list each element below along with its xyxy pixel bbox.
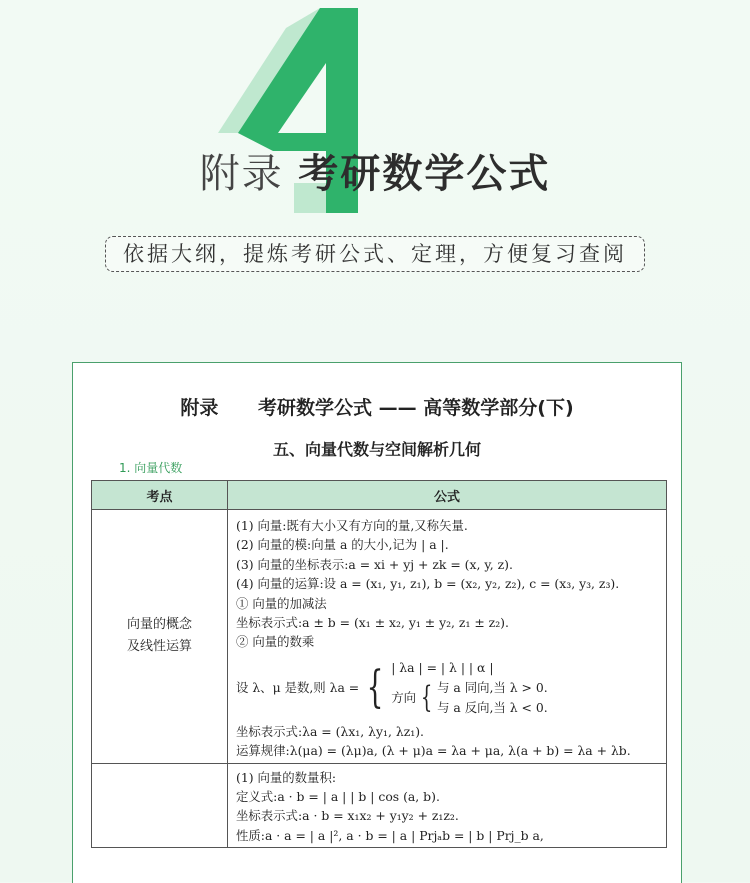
formula-cell — [228, 763, 667, 848]
formula-line: (4) 向量的运算:设 a = (x₁, y₁, z₁), b = (x₂, y₂, z₂), c = (x₃, y₃, z₃). — [236, 576, 620, 592]
subsection-heading: 1. 向量代数 — [119, 461, 183, 475]
formula-line: (1) 向量的数量积: — [236, 769, 337, 785]
cases-body — [391, 658, 548, 718]
formula-line: 坐标表示式:λa = (λx₁, λy₁, λz₁). — [236, 723, 424, 739]
formula-line: 坐标表示式:a ± b = (x₁ ± x₂, y₁ ± y₂, z₁ ± z₂). — [236, 615, 509, 631]
section-heading: 五、向量代数与空间解析几何 — [272, 440, 481, 459]
direction-cases — [437, 678, 548, 718]
direction-case — [391, 678, 548, 718]
topic-cell — [92, 510, 228, 764]
document-heading: 附录 考研数学公式 —— 高等数学部分(下) — [180, 397, 574, 419]
direction-label: 方向 — [391, 689, 416, 705]
page-title — [0, 142, 750, 199]
formula-line: 性质:a · a = | a |², a · b = | a | Prjₐb = | b | Prj_b a, — [236, 827, 544, 843]
table-row — [92, 510, 667, 764]
formula-cell — [228, 510, 667, 764]
formula-line: ① 向量的加减法 — [236, 595, 327, 611]
page-title-main: 考研数学公式 — [298, 151, 551, 197]
subtitle-banner: 依据大纲，提炼考研公式、定理，方便复习查阅 — [105, 236, 645, 272]
column-header-topic: 考点 — [92, 481, 228, 510]
page-title-prefix: 附录 — [199, 151, 284, 197]
document-sheet — [72, 362, 682, 883]
direction-case-positive: 与 a 同向,当 λ > 0. — [437, 679, 548, 695]
left-brace-icon: { — [420, 679, 433, 715]
formula-table — [91, 480, 667, 848]
formula-line: ② 向量的数乘 — [236, 634, 315, 650]
scalar-multiplication-cases — [236, 658, 660, 718]
formula-line: 坐标表示式:a · b = x₁x₂ + y₁y₂ + z₁z₂. — [236, 808, 459, 824]
formula-line: 定义式:a · b = | a | | b | cos (a, b). — [236, 789, 440, 805]
left-brace-icon: { — [366, 661, 384, 713]
formula-line: (2) 向量的模:向量 a 的大小,记为 | a |. — [236, 537, 449, 553]
formula-line: (1) 向量:既有大小又有方向的量,又称矢量. — [236, 518, 468, 533]
topic-cell — [92, 763, 228, 848]
formula-line: (3) 向量的坐标表示:a = xi + yj + zk = (x, y, z). — [236, 556, 513, 572]
table-row — [92, 763, 667, 848]
scalar-prefix: 设 λ、μ 是数,则 λa = — [236, 680, 360, 696]
topic-label-line2: 及线性运算 — [126, 639, 192, 655]
direction-case-negative: 与 a 反向,当 λ < 0. — [437, 699, 548, 715]
topic-label-line1: 向量的概念 — [126, 617, 192, 633]
table-header-row — [92, 481, 667, 510]
formula-line: 运算规律:λ(μa) = (λμ)a, (λ + μ)a = λa + μa, λ(a + b) = λa + λb. — [236, 743, 631, 759]
column-header-formula: 公式 — [228, 481, 667, 510]
magnitude-case: | λa | = | λ | | α | — [391, 659, 494, 675]
